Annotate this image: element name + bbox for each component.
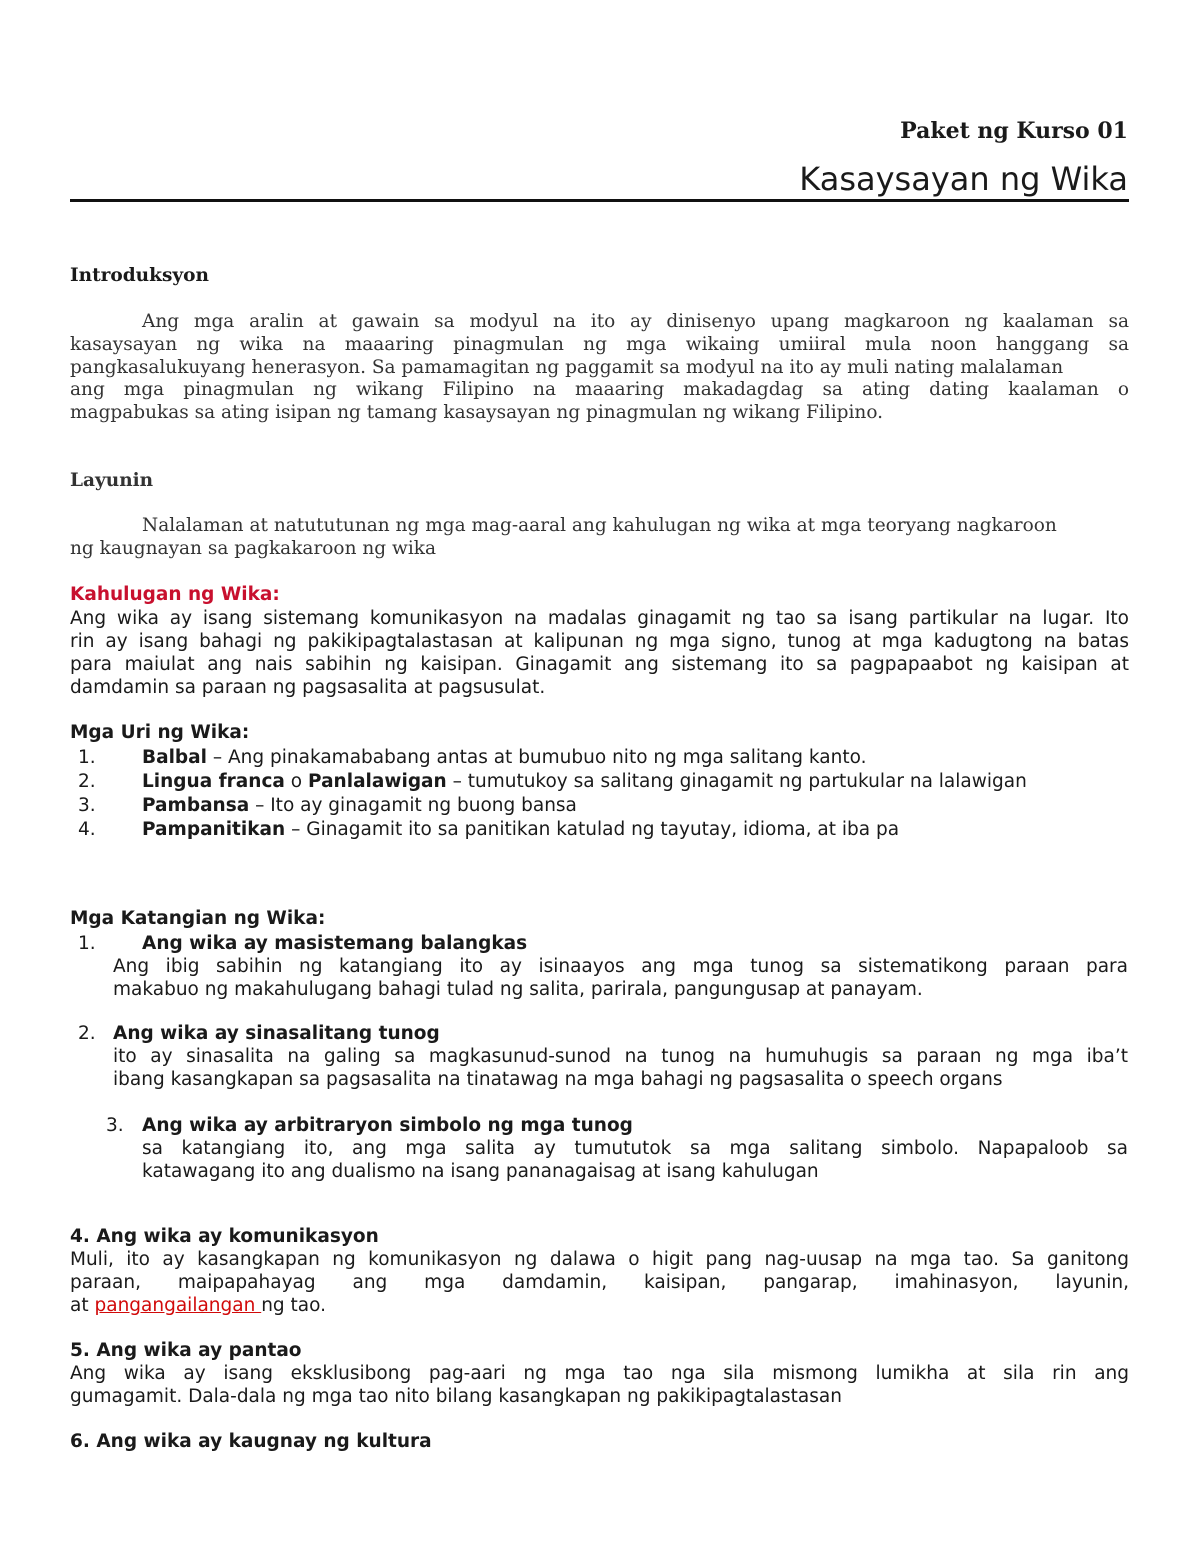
list-number: 2. xyxy=(78,771,96,792)
list-item xyxy=(0,746,1200,770)
uri-list xyxy=(0,746,1200,842)
list-term: Balbal xyxy=(142,747,207,768)
list-term: Panlalawigan xyxy=(308,771,447,792)
paragraph-line: ng kaugnayan sa pagkakaroon ng wika xyxy=(70,537,436,559)
katangian-item-6-title: 6. Ang wika ay kaugnay ng kultura xyxy=(70,1431,432,1452)
item-title: Ang wika ay sinasalitang tunog xyxy=(113,1023,440,1044)
layunin-heading: Layunin xyxy=(70,470,154,491)
list-item xyxy=(0,794,1200,818)
katangian-item-5 xyxy=(70,1339,1129,1408)
paragraph-line: ang mga pinagmulan ng wikang Filipino na maaaring makadagdag sa ating dating kaalaman o xyxy=(70,379,1129,401)
list-desc: – Ang pinakamababang antas at bumubuo nito ng mga salitang kanto. xyxy=(207,747,867,768)
list-term: Lingua franca xyxy=(142,771,285,792)
katangian-heading: Mga Katangian ng Wika: xyxy=(70,908,326,929)
kahulugan-paragraph xyxy=(70,607,1129,699)
paragraph-line: paraan, maipapahayag ang mga damdamin, kaisipan, pangarap, imahinasyon, layunin, xyxy=(70,1272,1129,1293)
layunin-paragraph xyxy=(70,515,1129,561)
paragraph-line: pangkasalukuyang henerasyon. Sa pamamagitan ng paggamit sa modyul na ito ay muli nating malalaman xyxy=(70,356,1064,378)
list-item xyxy=(0,770,1200,794)
paragraph-line: rin ay isang bahagi ng pakikipagtalastasan at kalipunan ng mga signo, tunog at mga kadugtong na batas xyxy=(70,631,1129,652)
paragraph-line: gumagamit. Dala-dala ng mga tao nito bilang kasangkapan ng pakikipagtalastasan xyxy=(70,1386,842,1407)
list-number: 3. xyxy=(78,795,96,816)
paragraph-line: Ang ibig sabihin ng katangiang ito ay isinaayos ang mga tunog sa sistematikong paraan para xyxy=(113,956,1128,977)
pangangailangan-link[interactable]: pangangailangan xyxy=(94,1295,262,1316)
page-title: Kasaysayan ng Wika xyxy=(799,160,1128,198)
paragraph-line: Ang mga aralin at gawain sa modyul na ito ay dinisenyo upang magkaroon ng kaalaman sa xyxy=(142,311,1129,332)
paragraph-line xyxy=(70,1294,1129,1317)
paragraph-line: Ang wika ay isang eksklusibong pag-aari ng mga tao nga sila mismong lumikha at sila rin ang xyxy=(70,1363,1129,1384)
katangian-item-1 xyxy=(0,932,1200,1001)
paragraph-line: ibang kasangkapan sa pagsasalita na tinatawag na mga bahagi ng pagsasalita o speech organs xyxy=(113,1069,1003,1090)
introduksyon-paragraph xyxy=(70,311,1129,425)
paragraph-line: Ang wika ay isang sistemang komunikasyon na madalas ginagamit ng tao sa isang partikular na lugar. Ito xyxy=(70,608,1129,629)
uri-heading: Mga Uri ng Wika: xyxy=(70,722,250,743)
list-desc: – Ito ay ginagamit ng buong bansa xyxy=(249,795,577,816)
list-joiner: o xyxy=(284,771,309,792)
paragraph-line: Muli, ito ay kasangkapan ng komunikasyon ng dalawa o higit pang nag-uusap na mga tao. Sa ganitong xyxy=(70,1249,1129,1270)
course-packet-label: Paket ng Kurso 01 xyxy=(900,118,1128,144)
katangian-item-4 xyxy=(70,1225,1129,1317)
paragraph-line: damdamin sa paraan ng pagsasalita at pagsusulat. xyxy=(70,677,546,698)
list-term: Pambansa xyxy=(142,795,250,816)
paragraph-line: magpabukas sa ating isipan ng tamang kasaysayan ng pinagmulan ng wikang Filipino. xyxy=(70,402,884,424)
paragraph-line: Nalalaman at natututunan ng mga mag-aaral ang kahulugan ng wika at mga teoryang nagkaroon xyxy=(142,515,1057,536)
list-number: 1. xyxy=(78,933,96,954)
katangian-item-3 xyxy=(0,1114,1200,1183)
paragraph-line: makabuo ng makahulugang bahagi tulad ng salita, parirala, pangungusap at panayam. xyxy=(113,979,923,1000)
paragraph-line: sa katangiang ito, ang mga salita ay tumututok sa mga salitang simbolo. Napapaloob sa xyxy=(142,1138,1128,1159)
list-desc: – Ginagamit ito sa panitikan katulad ng tayutay, idioma, at iba pa xyxy=(285,819,900,840)
paragraph-line: ito ay sinasalita na galing sa magkasunud-sunod na tunog na humuhugis sa paraan ng mga iba’t xyxy=(113,1046,1128,1067)
text-fragment: at xyxy=(70,1295,95,1316)
paragraph-line: para maiulat ang nais sabihin ng kaisipan. Ginagamit ang sistemang ito sa pagpapaabot ng kaisipan at xyxy=(70,654,1129,675)
list-number: 2. xyxy=(78,1023,96,1044)
list-term: Pampanitikan xyxy=(142,819,286,840)
item-title: Ang wika ay arbitraryon simbolo ng mga tunog xyxy=(142,1115,633,1136)
title-rule xyxy=(70,199,1129,202)
list-item xyxy=(0,818,1200,842)
list-number: 4. xyxy=(78,819,96,840)
introduksyon-heading: Introduksyon xyxy=(70,265,209,286)
list-number: 3. xyxy=(106,1115,124,1136)
text-fragment: ng tao. xyxy=(261,1295,327,1316)
list-desc: – tumutukoy sa salitang ginagamit ng partukular na lalawigan xyxy=(446,771,1027,792)
paragraph-line: kasaysayan ng wika na maaaring pinagmulan ng mga wikaing umiiral mula noon hanggang sa xyxy=(70,333,1129,355)
item-title: 5. Ang wika ay pantao xyxy=(70,1340,302,1361)
item-title: 4. Ang wika ay komunikasyon xyxy=(70,1226,379,1247)
item-title: Ang wika ay masistemang balangkas xyxy=(142,933,528,954)
list-number: 1. xyxy=(78,747,96,768)
paragraph-line: katawagang ito ang dualismo na isang pananagaisag at isang kahulugan xyxy=(142,1161,819,1182)
kahulugan-heading: Kahulugan ng Wika: xyxy=(70,584,280,605)
katangian-item-2 xyxy=(0,1022,1200,1091)
